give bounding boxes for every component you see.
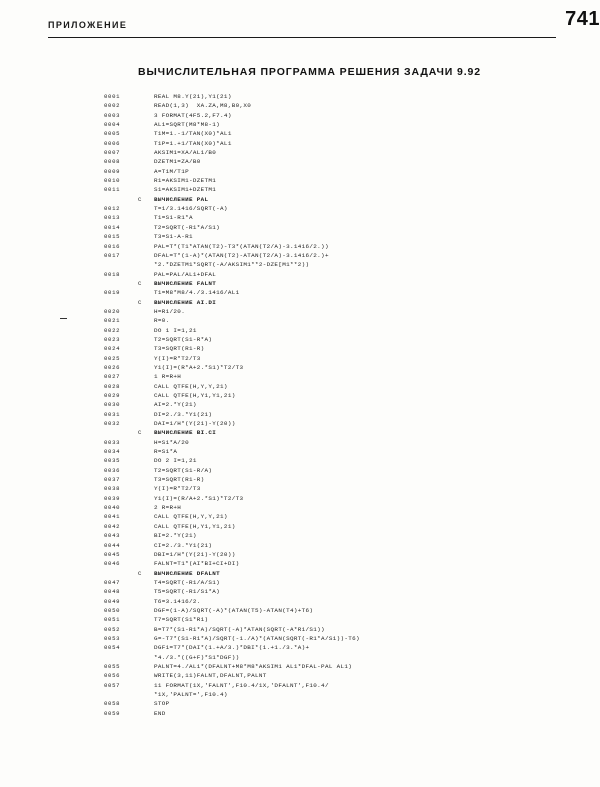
listing-code-text: T3=SQRT(R1-R) [154, 476, 205, 484]
listing-line-number: 0048 [104, 588, 121, 596]
listing-code-text: 3 FORMAT(4F5.2,F7.4) [154, 111, 232, 119]
listing-code-text: Y(I)=R*T2/T3 [154, 485, 201, 493]
listing-line-number: 0038 [104, 485, 121, 493]
listing-row [104, 419, 574, 428]
listing-line-number: 0043 [104, 532, 121, 540]
listing-line-number: 0028 [104, 382, 121, 390]
listing-line-number: 0026 [104, 363, 121, 371]
listing-code-text: Y1(I)=(R*A+2.*S1)*T2/T3 [154, 363, 244, 371]
listing-row [104, 213, 574, 222]
listing-line-number: 0003 [104, 111, 121, 119]
listing-row [104, 223, 574, 232]
listing-row [104, 597, 574, 606]
listing-row [104, 129, 574, 138]
listing-code-text: S1=AKSIM1+DZETM1 [154, 186, 217, 194]
listing-code-text: AL1=SQRT(M8*M8-1) [154, 121, 221, 129]
header-divider [48, 37, 556, 38]
listing-code-text: DFAL=T*(1-A)*(ATAN(T2)-ATAN(T2/A)-3.1416/2.)+ [154, 251, 329, 259]
listing-comment-marker: C [138, 298, 142, 306]
listing-line-number: 0047 [104, 578, 121, 586]
listing-line-number: 0042 [104, 522, 121, 530]
listing-row [104, 671, 574, 680]
listing-code-text: DGF=(1-A)/SQRT(-A)*(ATAN(T5)-ATAN(T4)+T6) [154, 606, 314, 614]
listing-row [104, 251, 574, 260]
listing-line-number: 0022 [104, 326, 121, 334]
listing-code-text: Y(I)=R*T2/T3 [154, 354, 201, 362]
listing-line-number: 0019 [104, 289, 121, 297]
listing-row [104, 438, 574, 447]
listing-code-text: 2 R=R+H [154, 504, 182, 512]
listing-row [104, 709, 574, 718]
listing-line-number: 0059 [104, 709, 121, 717]
listing-code-text: CALL QTFE(H,Y1,Y1,21) [154, 522, 236, 530]
listing-row [104, 148, 574, 157]
listing-line-number: 0049 [104, 597, 121, 605]
listing-code-text: ВЫЧИСЛЕНИЕ DFALNT [154, 569, 221, 577]
listing-code-text: T4=SQRT(-R1/A/S1) [154, 578, 221, 586]
listing-line-number: 0018 [104, 270, 121, 278]
listing-line-number: 0035 [104, 457, 121, 465]
listing-row [104, 643, 574, 652]
listing-line-number: 0015 [104, 233, 121, 241]
listing-line-number: 0044 [104, 541, 121, 549]
listing-code-text: T2=SQRT(S1-R/A) [154, 466, 213, 474]
listing-code-text: Y1(I)=(R/A+2.*S1)*T2/T3 [154, 494, 244, 502]
listing-row [104, 354, 574, 363]
listing-code-text: DGF1=T7*(DAI*(1.+A/3.)*DBI*(1.+1./3.*A)+ [154, 644, 310, 652]
listing-row [104, 176, 574, 185]
listing-row [104, 326, 574, 335]
listing-row [104, 167, 574, 176]
listing-row [104, 606, 574, 615]
listing-code-text: DI=2./3.*Y1(21) [154, 410, 213, 418]
listing-row [104, 242, 574, 251]
listing-line-number: 0032 [104, 420, 121, 428]
listing-row [104, 288, 574, 297]
listing-code-text: B=T7*(S1-R1*A)/SQRT(-A)*ATAN(SQRT(-A*R1/S1)) [154, 625, 325, 633]
page-title: ВЫЧИСЛИТЕЛЬНАЯ ПРОГРАММА РЕШЕНИЯ ЗАДАЧИ 9.92 [138, 66, 482, 78]
listing-line-number: 0012 [104, 205, 121, 213]
listing-row [104, 316, 574, 325]
listing-line-number: 0023 [104, 335, 121, 343]
listing-code-text: FALNT=T1*(AI*BI+CI+DI) [154, 560, 240, 568]
listing-row [104, 466, 574, 475]
listing-code-text: WRITE(3,11)FALNT,DFALNT,PALNT [154, 672, 267, 680]
listing-code-text: 1 R=R+H [154, 373, 182, 381]
listing-code-text: T2=SQRT(-R1*A/S1) [154, 223, 221, 231]
listing-line-number: 0005 [104, 130, 121, 138]
listing-code-text: CALL QTFE(H,Y1,Y1,21) [154, 392, 236, 399]
listing-code-text: T3=SQRT(R1-R) [154, 345, 205, 353]
listing-line-number: 0033 [104, 438, 121, 446]
listing-row [104, 625, 574, 634]
listing-row [104, 484, 574, 493]
listing-line-number: 0002 [104, 102, 121, 110]
margin-mark [60, 318, 67, 319]
listing-line-number: 0014 [104, 223, 121, 231]
listing-row [104, 307, 574, 316]
listing-code-text: *1X,'PALNT=',F10.4) [154, 691, 228, 698]
listing-row [104, 270, 574, 279]
listing-row [104, 569, 574, 578]
listing-row [104, 344, 574, 353]
listing-row [104, 260, 574, 269]
listing-code-text: T1M=1.-1/TAN(X0)*AL1 [154, 130, 232, 138]
listing-line-number: 0013 [104, 214, 121, 222]
listing-row [104, 185, 574, 194]
listing-line-number: 0046 [104, 560, 121, 568]
listing-code-text: T=1/3.1416/SQRT(-A) [154, 205, 228, 213]
listing-row [104, 139, 574, 148]
listing-line-number: 0057 [104, 681, 121, 689]
listing-line-number: 0031 [104, 410, 121, 418]
listing-row [104, 475, 574, 484]
listing-comment-marker: C [138, 279, 142, 287]
listing-line-number: 0037 [104, 476, 121, 484]
listing-row [104, 298, 574, 307]
listing-row [104, 195, 574, 204]
listing-line-number: 0041 [104, 513, 121, 521]
listing-code-text: ВЫЧИСЛЕНИЕ AI.DI [154, 298, 217, 306]
listing-line-number: 0011 [104, 186, 121, 194]
listing-code-text: T2=SQRT(S1-R*A) [154, 335, 213, 343]
page-number: 741 [565, 8, 600, 30]
listing-row [104, 690, 574, 699]
listing-code-text: H=S1*A/20 [154, 438, 189, 446]
listing-row [104, 428, 574, 437]
listing-row [104, 503, 574, 512]
listing-line-number: 0045 [104, 550, 121, 558]
listing-comment-marker: C [138, 569, 142, 577]
listing-line-number: 0009 [104, 167, 121, 175]
listing-line-number: 0034 [104, 448, 121, 456]
listing-line-number: 0040 [104, 504, 121, 512]
listing-row [104, 372, 574, 381]
listing-code-text: DBI=1/H*(Y(21)-Y(20)) [154, 550, 236, 558]
listing-code-text: READ(1,3) XA.ZA,M8,B0,X0 [154, 102, 252, 110]
listing-line-number: 0053 [104, 634, 121, 642]
listing-line-number: 0021 [104, 317, 121, 325]
listing-code-text: CALL QTFE(H,Y,Y,21) [154, 382, 228, 390]
listing-line-number: 0016 [104, 242, 121, 250]
listing-row [104, 681, 574, 690]
listing-line-number: 0008 [104, 158, 121, 166]
listing-code-text: R=0. [154, 317, 170, 325]
listing-line-number: 0039 [104, 494, 121, 502]
listing-row [104, 541, 574, 550]
listing-row [104, 120, 574, 129]
listing-row [104, 101, 574, 110]
listing-line-number: 0020 [104, 307, 121, 315]
listing-line-number: 0051 [104, 616, 121, 624]
listing-line-number: 0007 [104, 149, 121, 157]
listing-code-text: T1=M8*M8/4./3.1416/AL1 [154, 289, 240, 297]
listing-code-text: ВЫЧИСЛЕНИЕ FALNT [154, 279, 217, 287]
listing-row [104, 335, 574, 344]
listing-comment-marker: C [138, 195, 142, 203]
listing-row [104, 494, 574, 503]
listing-code-text: 11 FORMAT(1X,'FALNT',F10.4/1X,'DFALNT',F10.4/ [154, 681, 329, 689]
listing-code-text: T3=S1-A-R1 [154, 233, 193, 241]
listing-code-text: DZETM1=ZA/B0 [154, 158, 201, 166]
listing-row [104, 92, 574, 101]
listing-line-number: 0036 [104, 466, 121, 474]
listing-code-text: R=S1*A [154, 448, 178, 456]
listing-code-text: T6=3.1416/2. [154, 597, 201, 605]
listing-row [104, 559, 574, 568]
listing-line-number: 0056 [104, 672, 121, 680]
listing-row [104, 363, 574, 372]
listing-code-text: *4./3.*((G+F)*S1*DGF)) [154, 653, 240, 661]
listing-line-number: 0024 [104, 345, 121, 353]
listing-row [104, 400, 574, 409]
listing-code-text: CI=2./3.*Y1(21) [154, 541, 213, 549]
running-head: ПРИЛОЖЕНИЕ [48, 20, 128, 30]
listing-code-text: T7=SQRT(S1*R1) [154, 616, 209, 624]
page-header [48, 18, 556, 48]
listing-row [104, 512, 574, 521]
listing-row [104, 410, 574, 419]
listing-code-text: CALL QTFE(H,Y,Y,21) [154, 513, 228, 521]
listing-row [104, 382, 574, 391]
listing-code-text: BI=2.*Y(21) [154, 532, 197, 540]
listing-row [104, 232, 574, 241]
listing-line-number: 0017 [104, 251, 121, 259]
listing-row [104, 391, 574, 400]
listing-code-text: T1P=1.+1/TAN(X0)*AL1 [154, 139, 232, 147]
listing-code-text: PAL=PAL/AL1+DFAL [154, 270, 217, 278]
listing-row [104, 587, 574, 596]
listing-code-text: DO 2 I=1,21 [154, 457, 197, 465]
listing-line-number: 0025 [104, 354, 121, 362]
listing-code-text: REAL M8.Y(21),Y1(21) [154, 93, 232, 100]
listing-row [104, 653, 574, 662]
listing-code-text: AKSIM1=XA/AL1/B0 [154, 149, 217, 157]
listing-code-text: T5=SQRT(-R1/S1*A) [154, 588, 221, 596]
listing-line-number: 0052 [104, 625, 121, 633]
listing-row [104, 447, 574, 456]
listing-row [104, 634, 574, 643]
listing-line-number: 0055 [104, 662, 121, 670]
listing-row [104, 456, 574, 465]
listing-code-text: A=T1M/T1P [154, 167, 189, 175]
listing-code-text: R1=AKSIM1-DZETM1 [154, 177, 217, 185]
listing-row [104, 550, 574, 559]
listing-code-text: ВЫЧИСЛЕНИЕ BI.CI [154, 429, 217, 437]
listing-row [104, 699, 574, 708]
listing-row [104, 522, 574, 531]
listing-row [104, 157, 574, 166]
listing-line-number: 0004 [104, 121, 121, 129]
listing-code-text: DAI=1/H*(Y(21)-Y(20)) [154, 420, 236, 428]
listing-code-text: PALNT=4./AL1*(DFALNT+M8*M8*AKSIM1 AL1*DFAL-PAL AL1) [154, 662, 353, 670]
listing-row [104, 279, 574, 288]
listing-row [104, 615, 574, 624]
listing-line-number: 0029 [104, 392, 121, 399]
listing-code-text: *2.*DZETM1*SQRT(-A/AKSIM1**2-DZE[M1**2)) [154, 261, 310, 269]
listing-code-text: H=R1/20. [154, 307, 186, 315]
listing-code-text: END [154, 709, 166, 717]
listing-row [104, 531, 574, 540]
listing-line-number: 0010 [104, 177, 121, 185]
listing-row [104, 662, 574, 671]
listing-line-number: 0058 [104, 700, 121, 708]
listing-code-text: STOP [154, 700, 170, 708]
listing-code-text: AI=2.*Y(21) [154, 401, 197, 409]
listing-line-number: 0001 [104, 93, 121, 100]
listing-line-number: 0027 [104, 373, 121, 381]
listing-code-text: ВЫЧИСЛЕНИЕ PAL [154, 195, 209, 203]
listing-row [104, 111, 574, 120]
listing-code-text: T1=S1-R1*A [154, 214, 193, 222]
program-listing [104, 92, 574, 718]
listing-line-number: 0050 [104, 606, 121, 614]
listing-code-text: PAL=T*(T1*ATAN(T2)-T3*(ATAN(T2/A)-3.1416/2.)) [154, 242, 329, 250]
listing-comment-marker: C [138, 429, 142, 437]
listing-row [104, 578, 574, 587]
listing-code-text: DO 1 I=1,21 [154, 326, 197, 334]
listing-line-number: 0054 [104, 644, 121, 652]
listing-line-number: 0006 [104, 139, 121, 147]
listing-code-text: G=-T7*(S1-R1*A)/SQRT(-1./A)*(ATAN(SQRT(-R1*A/S1))-T6) [154, 634, 360, 642]
listing-line-number: 0030 [104, 401, 121, 409]
listing-row [104, 204, 574, 213]
